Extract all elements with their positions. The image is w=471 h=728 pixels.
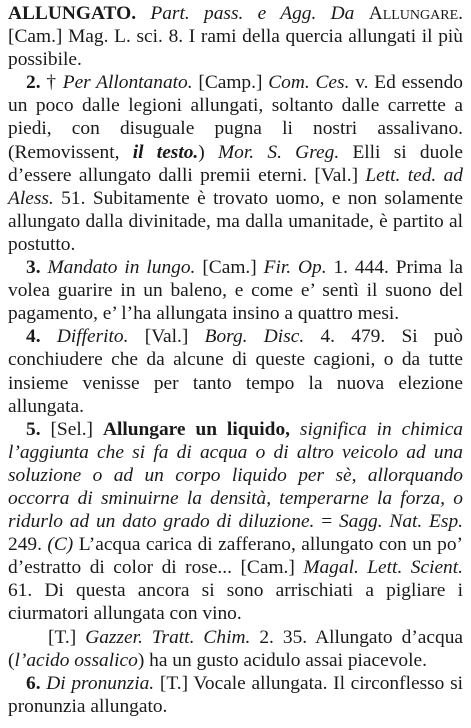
text-segment: (C) <box>47 534 74 556</box>
sense-list <box>8 71 463 718</box>
text-segment: † <box>46 72 63 94</box>
sense-paragraph <box>8 672 463 718</box>
text-segment: Mandato in lungo. <box>47 257 196 279</box>
text-segment: 4. 479. Si può conchiudere che da alcune di queste cagioni, o da tutte insieme venisse per tanto tempo la nuova elezione allungata. <box>8 326 464 417</box>
text-segment: Borg. Disc. <box>204 326 305 348</box>
sense-paragraph <box>8 256 463 325</box>
sense-paragraph <box>8 418 463 626</box>
text-segment: Magal. Lett. Scient. <box>303 557 463 579</box>
text-segment: Per Allontanato. <box>62 72 193 94</box>
text-segment: [Camp.] <box>192 72 269 94</box>
text-segment: 51. Subitamente è trovato uomo, e non solamente allungato dalla divinitade, ma dalla umanitade, è partito al postutto. <box>8 187 463 255</box>
sense-1-text: [Cam.] Mag. L. sci. 8. I rami della quercia allungati il più possibile. <box>8 26 463 71</box>
text-segment: ) ha un gusto acidulo assai piacevole. <box>137 649 427 671</box>
text-segment: 61. Di questa ancora si sono arrischiati a pigliare i ciurmatori allungata con vino. <box>8 580 463 625</box>
sense-number: 6. <box>26 672 41 694</box>
text-segment: Sagg. Nat. Esp. <box>338 511 463 533</box>
text-segment: Allungare un liquido, <box>102 418 290 440</box>
text-segment: v. Ed essendo un poco dalle legioni allungati, soltanto dalle carrette a piedi, con disuguale pugna li nostri assalivano. (Removissent, <box>8 72 463 163</box>
text-segment: [Sel.] <box>50 418 103 440</box>
text-segment: significa in chimica l’aggiunta che si fa di acqua o di altro veicolo ad una soluzione o ad un corpo liquido per sè, allorquando occorra di sminuirne la densità, temperarne la forza, o ridurlo ad un dato grado di diluzione. <box>8 418 464 533</box>
text-segment: l’acido ossalico <box>14 649 138 671</box>
text-segment: Com. Ces. <box>268 72 350 94</box>
text-segment: il testo. <box>132 141 199 163</box>
text-segment: [T.] Vocale allungata. Il circonflesso si pronunzia allungato. <box>8 672 463 717</box>
text-segment: 2. 35. Allungato d’acqua ( <box>8 626 463 671</box>
text-segment: L’acqua carica di zafferano, allungato con un po’ d’estratto di color di rose... [Cam.] <box>8 534 463 579</box>
text-segment: Di pronunzia. <box>46 672 155 694</box>
text-segment: = <box>314 511 339 533</box>
sense-paragraph <box>8 626 463 672</box>
text-segment: Gazzer. Tratt. Chim. <box>85 626 251 648</box>
sense-paragraph <box>8 71 463 256</box>
entry-sense-1 <box>8 2 463 71</box>
text-segment: Lett. ted. ad Aless. <box>8 164 463 209</box>
text-segment: Fir. Op. <box>263 257 327 279</box>
grammar-note: Part. pass. e Agg. Da <box>150 3 355 24</box>
text-segment: [T.] <box>48 626 86 648</box>
sense-number: 5. <box>26 418 41 440</box>
text-segment: [Cam.] <box>195 257 264 279</box>
sense-paragraph <box>8 325 463 417</box>
text-segment: Elli si duole d’essere allungato dalli premii eterni. [Val.] <box>8 141 463 186</box>
text-segment: Differito. <box>56 326 129 348</box>
sense-number: 2. <box>26 72 41 94</box>
text-segment: 249. <box>8 534 48 556</box>
text-segment: 1. 444. Prima la volea guarire in un baleno, e come e’ sentì il suono del pagamento, e’ l’ha allungata insino a quattro mesi. <box>8 257 463 325</box>
etymology-ref: Allungare. <box>368 3 463 24</box>
text-segment: Mor. S. Greg. <box>218 141 340 163</box>
text-segment <box>290 419 300 440</box>
text-segment: ) <box>198 141 219 163</box>
text-segment: [Val.] <box>128 326 205 348</box>
headword: ALLUNGATO. <box>8 3 137 24</box>
sense-number: 3. <box>26 257 41 279</box>
sense-number: 4. <box>26 326 41 348</box>
